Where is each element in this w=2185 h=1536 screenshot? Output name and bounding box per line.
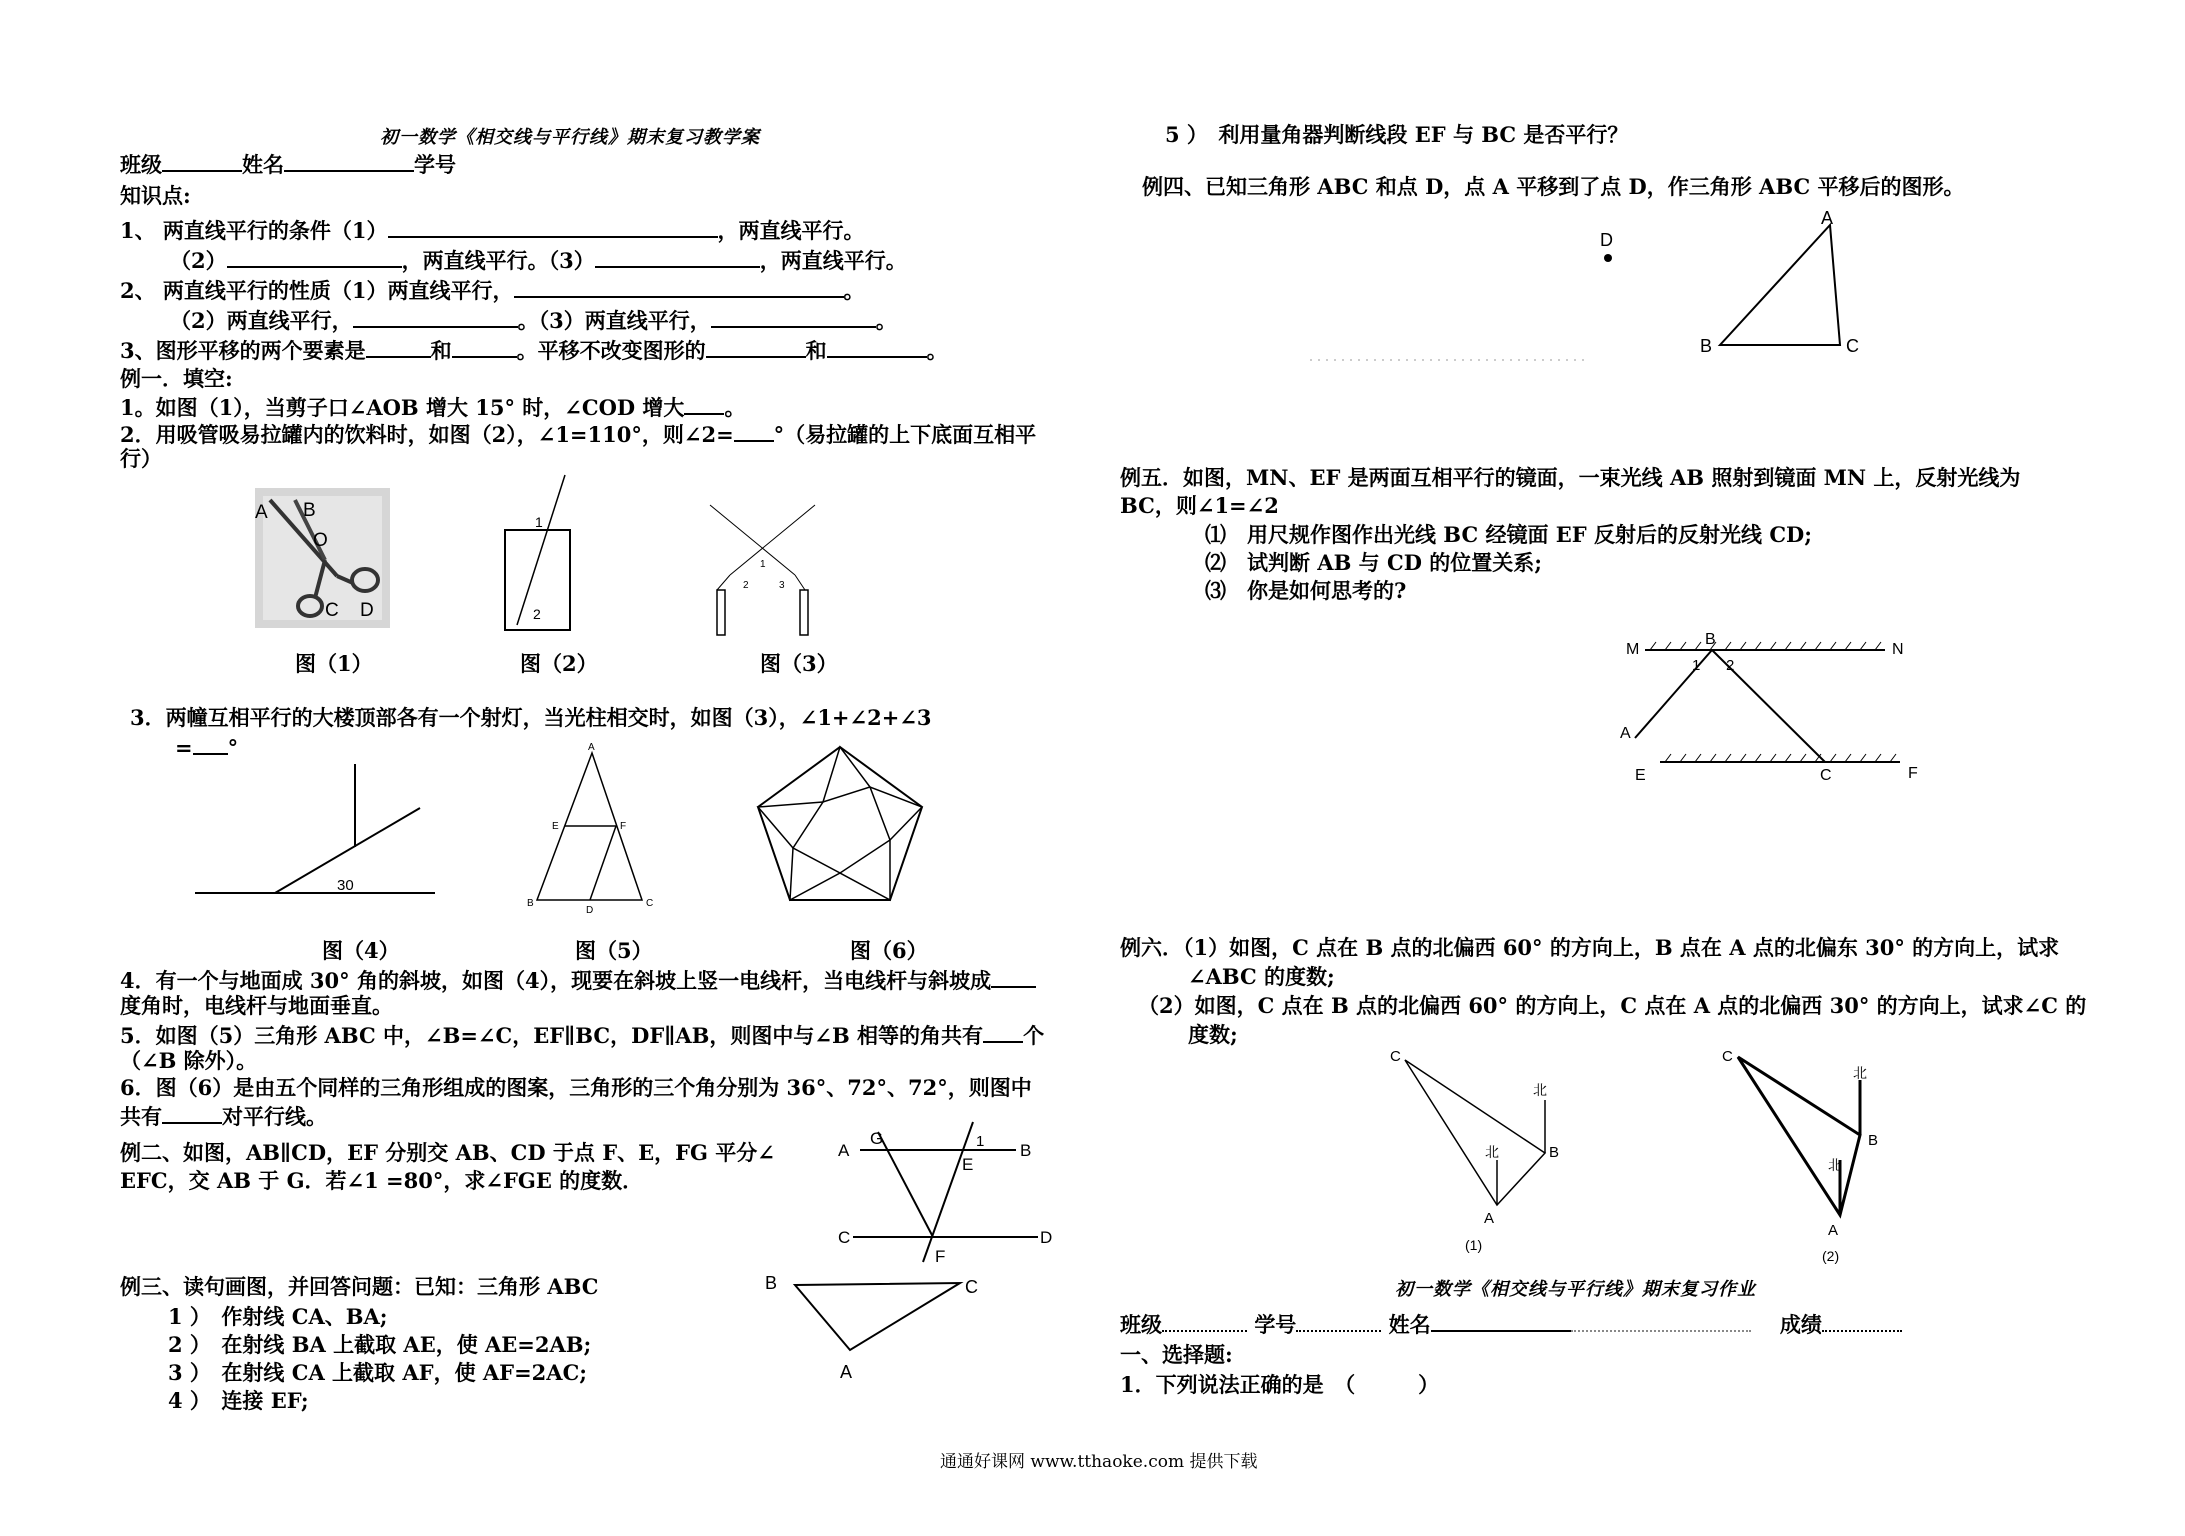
example5-line1: 例五．如图，MN、EF 是两面互相平行的镜面，一束光线 AB 照射到镜面 MN 上，反射光线为	[1120, 465, 2021, 490]
question3-cont: = °	[175, 735, 239, 760]
example5-item2: ⑵ 试判断 AB 与 CD 的位置关系;	[1205, 550, 1542, 575]
bearing2-label-c: C	[1722, 1048, 1733, 1065]
triangle-abc-ex3	[795, 1283, 960, 1350]
example5-line2: BC，则∠1=∠2	[1120, 493, 1279, 518]
scissors-label-a: A	[255, 502, 268, 523]
building-right	[800, 590, 808, 635]
light-arm-right	[795, 575, 805, 590]
question3: 3．两幢互相平行的大楼顶部各有一个射灯，当光柱相交时，如图（3），∠1+∠2+∠3	[130, 705, 932, 730]
lights-angle-3: 3	[779, 580, 785, 591]
homework-title: 初一数学《相交线与平行线》期末复习作业	[1395, 1279, 1756, 1300]
ex2-label-e: E	[962, 1155, 974, 1174]
point-d	[1604, 254, 1612, 262]
kp2-blank3[interactable]	[711, 306, 876, 328]
kp2-line2: （2）两直线平行， 。（3）两直线平行， 。	[170, 308, 897, 333]
mirror-angle-1: 1	[1692, 657, 1701, 674]
tri5-label-f: F	[620, 821, 627, 832]
mirror-ef-hatching	[1665, 754, 1896, 762]
ex3-label-b: B	[765, 1273, 778, 1293]
kp3-blank1[interactable]	[366, 336, 431, 358]
question4: 4．有一个与地面成 30° 角的斜坡，如图（4），现要在斜坡上竖一电线杆，当电线杆与斜坡成	[120, 966, 1036, 994]
example3-step2: 2 ） 在射线 BA 上截取 AE，使 AE=2AB;	[168, 1332, 592, 1357]
q1-blank[interactable]	[684, 393, 724, 415]
example6-line4: 度数;	[1188, 1022, 1238, 1047]
example1-heading: 例一．填空:	[120, 366, 233, 391]
hw-name-blank[interactable]	[1431, 1310, 1571, 1332]
kp3-blank2[interactable]	[452, 336, 517, 358]
q5-protractor: 5 ） 利用量角器判断线段 EF 与 BC 是否平行？	[1165, 122, 1629, 147]
bearing1-label-north-a: 北	[1485, 1144, 1499, 1160]
kp3-blank4[interactable]	[827, 336, 927, 358]
lights-angle-1: 1	[760, 559, 766, 570]
bearing2-label-north-b: 北	[1853, 1065, 1867, 1081]
scissors-label-o: O	[313, 530, 328, 551]
q3-blank[interactable]	[193, 733, 228, 755]
class-blank[interactable]	[162, 150, 242, 172]
bearing1-triangle	[1405, 1060, 1545, 1205]
question2: 2．用吸管吸易拉罐内的饮料时，如图（2），∠1=110°，则∠2= °（易拉罐的上下底面互相平	[120, 422, 1037, 447]
ex2-label-c: C	[838, 1228, 851, 1247]
example3-step3: 3 ） 在射线 CA 上截取 AF，使 AF=2AC;	[168, 1360, 588, 1385]
bearing2-label-b: B	[1868, 1132, 1879, 1149]
bearing1-label-a: A	[1484, 1210, 1495, 1227]
mirror-label-e: E	[1635, 767, 1646, 784]
kp1-line1: 1、 两直线平行的条件（1） ，两直线平行。	[120, 218, 865, 243]
kp2-line1: 2、 两直线平行的性质（1）两直线平行， 。	[120, 278, 865, 303]
question6: 6．图（6）是由五个同样的三角形组成的图案，三角形的三个角分别为 36°、72°、72°，则图中	[120, 1075, 1032, 1100]
ex2-label-a: A	[838, 1141, 850, 1160]
light-arm-left	[717, 575, 730, 590]
q5-blank[interactable]	[983, 1021, 1023, 1043]
class-name-line: 班级 姓名 学号	[120, 152, 456, 177]
example3-line1: 例三、读句画图，并回答问题：已知：三角形 ABC	[120, 1274, 599, 1299]
knowledge-heading: 知识点:	[120, 183, 191, 208]
ex2-label-d: D	[1040, 1228, 1053, 1247]
example6-line1: 例六．（1）如图，C 点在 B 点的北偏西 60° 的方向上，B 点在 A 点的北偏东 30° 的方向上，试求	[1120, 935, 2060, 960]
bearing2-caption: (2)	[1822, 1248, 1840, 1264]
kp1-blank2[interactable]	[227, 246, 402, 268]
inner-triangle-3	[840, 840, 890, 900]
hw-dots	[1571, 1310, 1751, 1332]
can-angle-1: 1	[535, 514, 543, 530]
hw-class-blank[interactable]	[1162, 1310, 1247, 1332]
worksheet-title: 初一数学《相交线与平行线》期末复习教学案	[380, 127, 760, 148]
mirror-label-c: C	[1820, 767, 1832, 784]
pentagon-outline	[758, 747, 922, 900]
q2-blank[interactable]	[734, 420, 774, 442]
triangle-efd-figure	[522, 742, 662, 916]
ex2-label-g: G	[870, 1129, 884, 1148]
figure1-caption: 图（1）	[295, 651, 373, 676]
homework-q1: 1．下列说法正确的是 （ ）	[1120, 1372, 1440, 1397]
triangle-abc-ex4	[1720, 225, 1840, 345]
pentagon-figure	[750, 745, 930, 905]
mirror-label-f: F	[1908, 765, 1918, 782]
mirror-mn-hatching	[1650, 642, 1881, 650]
bearing1-label-c: C	[1390, 1048, 1401, 1065]
example4-figure	[1300, 210, 1900, 370]
tri5-label-b: B	[527, 898, 534, 909]
slope-figure	[195, 760, 435, 900]
ex4-label-d: D	[1600, 230, 1613, 250]
bearing1-caption: (1)	[1465, 1237, 1483, 1253]
question5: 5．如图（5）三角形 ABC 中，∠B=∠C，EF∥BC，DF∥AB，则图中与∠B 相等的角共有 个	[120, 1023, 1045, 1048]
figure2-caption: 图（2）	[520, 651, 598, 676]
example3-figure	[765, 1275, 985, 1390]
bearing1-label-north-b: 北	[1533, 1082, 1547, 1098]
kp1-blank1[interactable]	[388, 216, 718, 238]
can-angle-2: 2	[533, 606, 541, 622]
question5-cont: （∠B 除外）。	[120, 1048, 258, 1073]
ex3-label-a: A	[840, 1362, 853, 1382]
kp2-blank1[interactable]	[514, 276, 844, 298]
kp1-blank3[interactable]	[595, 246, 760, 268]
q4-blank[interactable]	[991, 966, 1036, 988]
light-beam-right	[730, 505, 815, 575]
ex4-label-a: A	[1821, 208, 1834, 228]
question6-cont: 共有 对平行线。	[120, 1104, 327, 1129]
hw-score-blank[interactable]	[1822, 1310, 1902, 1332]
kp3-blank3[interactable]	[706, 336, 806, 358]
mirror-label-b: B	[1705, 631, 1716, 648]
ex4-label-b: B	[1700, 336, 1713, 356]
bearing-figure-1	[1385, 1045, 1575, 1255]
scissors-label-d: D	[360, 600, 374, 621]
example2-line2: EFC，交 AB 于 G．若∠1 =80°，求∠FGE 的度数．	[120, 1168, 644, 1193]
mirror-label-m: M	[1626, 641, 1640, 658]
scissors-figure	[255, 488, 390, 628]
inner-triangle-5	[758, 802, 823, 848]
line-fg	[878, 1132, 933, 1237]
kp2-blank2[interactable]	[353, 306, 518, 328]
example6-line2: ∠ABC 的度数;	[1188, 964, 1335, 989]
bearing-figure-2	[1710, 1045, 1910, 1265]
can-straw-figure	[495, 475, 595, 635]
scissors-label-c: C	[325, 600, 339, 621]
example3-step4: 4 ） 连接 EF;	[168, 1388, 309, 1413]
example2-figure	[838, 1120, 1058, 1270]
ex2-label-b: B	[1020, 1141, 1032, 1160]
ray-ab	[1635, 650, 1712, 738]
bearing2-label-north-a: 北	[1828, 1157, 1842, 1173]
tri5-label-d: D	[586, 905, 594, 916]
lights-angle-2: 2	[743, 580, 749, 591]
page-footer: 通通好课网 www.tthaoke.com 提供下载	[940, 1452, 1258, 1472]
figure3-caption: 图（3）	[760, 651, 838, 676]
tri5-label-c: C	[646, 898, 654, 909]
q6-blank[interactable]	[162, 1102, 222, 1124]
ex2-label-f: F	[935, 1247, 946, 1266]
light-beam-left	[710, 505, 795, 575]
building-left	[717, 590, 725, 635]
tri5-label-a: A	[588, 742, 595, 753]
example5-item3: ⑶ 你是如何思考的?	[1205, 578, 1407, 603]
straw-line	[517, 475, 565, 625]
kp3-line: 3、图形平移的两个要素是 和 。平移不改变图形的 和 。	[120, 338, 948, 363]
ex4-label-c: C	[1846, 336, 1859, 356]
homework-info-line: 班级 学号 姓名 成绩	[1120, 1310, 1902, 1338]
kp1-line2: （2） ，两直线平行。（3） ，两直线平行。	[170, 248, 907, 273]
example2-line1: 例二、如图，AB∥CD，EF 分别交 AB、CD 于点 F、E，FG 平分∠	[120, 1140, 775, 1165]
bearing2-label-a: A	[1828, 1222, 1839, 1239]
example5-item1: ⑴ 用尺规作图作出光线 BC 经镜面 EF 反射后的反射光线 CD;	[1205, 522, 1812, 547]
mirror-label-n: N	[1892, 641, 1904, 658]
mirror-angle-2: 2	[1726, 657, 1735, 674]
hw-id-blank[interactable]	[1296, 1310, 1381, 1332]
question1: 1。如图（1），当剪子口∠AOB 增大 15° 时，∠COD 增大 。	[120, 395, 746, 420]
question2-cont: 行）	[120, 446, 162, 471]
example4-text: 例四、已知三角形 ABC 和点 D，点 A 平移到了点 D，作三角形 ABC 平移后的图形。	[1142, 174, 1965, 199]
ex3-label-c: C	[965, 1277, 978, 1297]
ex2-label-1: 1	[976, 1133, 985, 1150]
tri5-label-e: E	[552, 821, 559, 832]
bearing1-label-b: B	[1549, 1144, 1560, 1161]
bearing2-triangle	[1738, 1057, 1860, 1215]
example3-step1: 1 ） 作射线 CA、BA;	[168, 1304, 388, 1329]
figure6-caption: 图（6）	[850, 938, 928, 963]
figure4-caption: 图（4）	[322, 938, 400, 963]
mirror-label-a: A	[1620, 725, 1631, 742]
inner-triangle-4	[790, 848, 840, 900]
example6-line3: （2）如图，C 点在 B 点的北偏西 60° 的方向上，C 点在 A 点的北偏西 30° 的方向上，试求∠C 的	[1138, 993, 2087, 1018]
mirror-figure	[1620, 630, 1920, 790]
homework-section: 一、选择题:	[1120, 1342, 1233, 1367]
question4-cont: 度角时，电线杆与地面垂直。	[120, 993, 393, 1018]
segment-df	[590, 826, 616, 900]
lights-figure	[705, 500, 825, 640]
line-ef	[923, 1122, 973, 1262]
slope-angle-label: 30	[337, 877, 354, 894]
scissors-label-b: B	[303, 500, 316, 521]
figure5-caption: 图（5）	[575, 938, 653, 963]
name-blank[interactable]	[284, 150, 414, 172]
